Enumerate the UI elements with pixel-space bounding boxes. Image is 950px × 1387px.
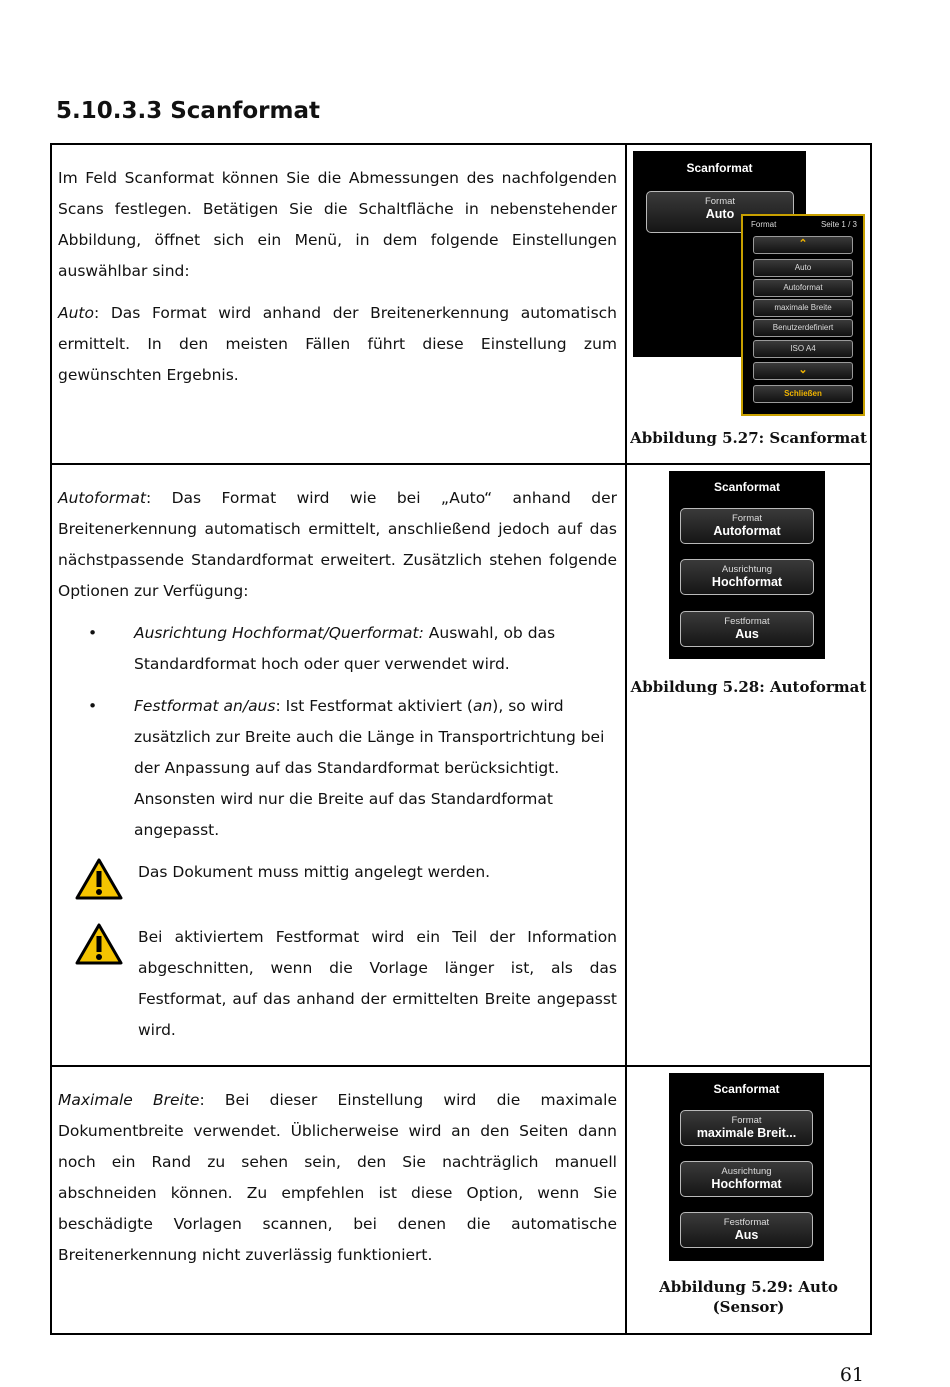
orientation-value: Hochformat: [711, 575, 783, 589]
max-width-screenshot: [669, 1073, 824, 1261]
scanformat-screenshot: [633, 151, 857, 398]
warning-note: [58, 922, 617, 1046]
warning-note: [58, 857, 617, 912]
menu-page-indicator: Seite 1 / 3: [820, 220, 857, 229]
term-auto: Auto: [58, 304, 94, 322]
text-cell: [51, 464, 626, 1066]
section-heading: 5.10.3.3 Scanformat: [56, 98, 320, 124]
format-key: Format: [704, 196, 736, 207]
autoformat-description: : Das Format wird wie bei „Auto“ anhand der Breitenerkennung automatisch ermittelt, anschließend jedoch auf das nächstpassende Standardformat erweitert. Zusätzlich stehen folgende Optionen zur Verfügung:: [58, 489, 617, 600]
options-list: [58, 618, 617, 846]
figure-caption: Abbildung 5.29: Auto (Sensor): [659, 1278, 838, 1316]
format-value: maximale Breit...: [696, 1126, 797, 1140]
fixed-format-value: Aus: [735, 627, 759, 641]
table-row: [51, 1066, 871, 1334]
content-table: [50, 143, 872, 1335]
fixed-format-value: Aus: [734, 1228, 759, 1242]
format-value: Auto: [705, 207, 735, 221]
fixed-format-description-b: ), so wird zusätzlich zur Breite auch die Länge in Transportrichtung bei der Anpassung auf das Standardformat berücksichtigt. Ansonsten wird nur die Breite auf das Standardformat angepasst.: [134, 697, 605, 839]
figure-cell: [626, 1066, 871, 1334]
list-item: [58, 691, 617, 846]
warning-icon: [74, 857, 124, 912]
format-key: Format: [731, 1115, 762, 1126]
warning-text: Das Dokument muss mittig angelegt werden.: [138, 863, 491, 881]
format-button: [680, 508, 814, 544]
orientation-value: Hochformat: [711, 1177, 782, 1191]
autoformat-screenshot: [669, 471, 825, 659]
menu-item-iso-a4: ISO A4: [753, 340, 853, 358]
text-cell: [51, 144, 626, 464]
screen-title: Scanformat: [686, 161, 753, 175]
fixed-format-key: Festformat: [723, 1217, 770, 1228]
orientation-key: Ausrichtung: [721, 1166, 772, 1177]
menu-item-max-width: maximale Breite: [753, 299, 853, 317]
auto-description: : Das Format wird anhand der Breitenerkennung automatisch ermittelt. In den meisten Fällen führt diese Einstellung zum gewünschten Ergebnis.: [58, 304, 617, 384]
format-value: Autoformat: [713, 524, 781, 538]
warning-icon: [74, 922, 124, 977]
screen-title: Scanformat: [713, 1082, 780, 1096]
screen-title: Scanformat: [713, 480, 781, 494]
orientation-button: [680, 559, 814, 595]
figure-cell: [626, 144, 871, 464]
figure-caption: Abbildung 5.28: Autoformat: [630, 678, 867, 696]
format-button: [680, 1110, 813, 1146]
format-menu: [741, 214, 865, 416]
text-cell: [51, 1066, 626, 1334]
max-width-paragraph: [58, 1085, 617, 1271]
orientation-key: Ausrichtung: [721, 564, 773, 575]
menu-item-custom: Benutzerdefiniert: [753, 319, 853, 337]
warning-text: Bei aktiviertem Festformat wird ein Teil der Information abgeschnitten, wenn die Vorlage länger ist, als das Festformat, auf das anhand der ermittelten Breite angepasst wird.: [138, 928, 617, 1039]
fixed-format-description-a: : Ist Festformat aktiviert (: [275, 697, 473, 715]
auto-paragraph: [58, 298, 617, 391]
term-autoformat: Autoformat: [58, 489, 146, 507]
page-number: 61: [839, 1364, 864, 1386]
menu-item-autoformat: Autoformat: [753, 279, 853, 297]
fixed-format-button: [680, 1212, 813, 1248]
chevron-down-icon: ⌄: [753, 362, 853, 380]
term-an: an: [472, 697, 493, 715]
table-row: [51, 464, 871, 1066]
figure-caption: Abbildung 5.27: Scanformat: [630, 429, 867, 447]
list-item: [58, 618, 617, 680]
max-width-description: : Bei dieser Einstellung wird die maximale Dokumentbreite verwendet. Üblicherweise wird an den Seiten dann noch ein Rand zu sehen sein, den Sie nachträglich manuell abschneiden können. Zu empfehlen ist diese Option, wenn Sie beschädigte Vorlagen scannen, bei denen die automatische Breitenerkennung nicht zuverlässig funktioniert.: [58, 1091, 617, 1264]
orientation-button: [680, 1161, 813, 1197]
term-max-width: Maximale Breite: [58, 1091, 200, 1109]
menu-header-title: Format: [751, 220, 777, 229]
table-row: [51, 144, 871, 464]
term-orientation: Ausrichtung Hochformat/Querformat:: [134, 624, 424, 642]
menu-item-auto: Auto: [753, 259, 853, 277]
orientation-description: Auswahl, ob das Standardformat hoch oder quer verwendet wird.: [134, 624, 556, 673]
chevron-up-icon: ⌃: [753, 236, 853, 254]
intro-paragraph: Im Feld Scanformat können Sie die Abmessungen des nachfolgenden Scans festlegen. Betätigen Sie die Schaltfläche in nebenstehender Abbildung, öffnet sich ein Menü, in dem folgende Einstellungen auswählbar sind:: [58, 169, 617, 280]
format-key: Format: [731, 513, 763, 524]
fixed-format-key: Festformat: [724, 616, 770, 627]
figure-cell: [626, 464, 871, 1066]
autoformat-paragraph: [58, 483, 617, 607]
fixed-format-button: [680, 611, 814, 647]
term-fixed-format: Festformat an/aus: [134, 697, 276, 715]
close-button: Schließen: [753, 385, 853, 403]
